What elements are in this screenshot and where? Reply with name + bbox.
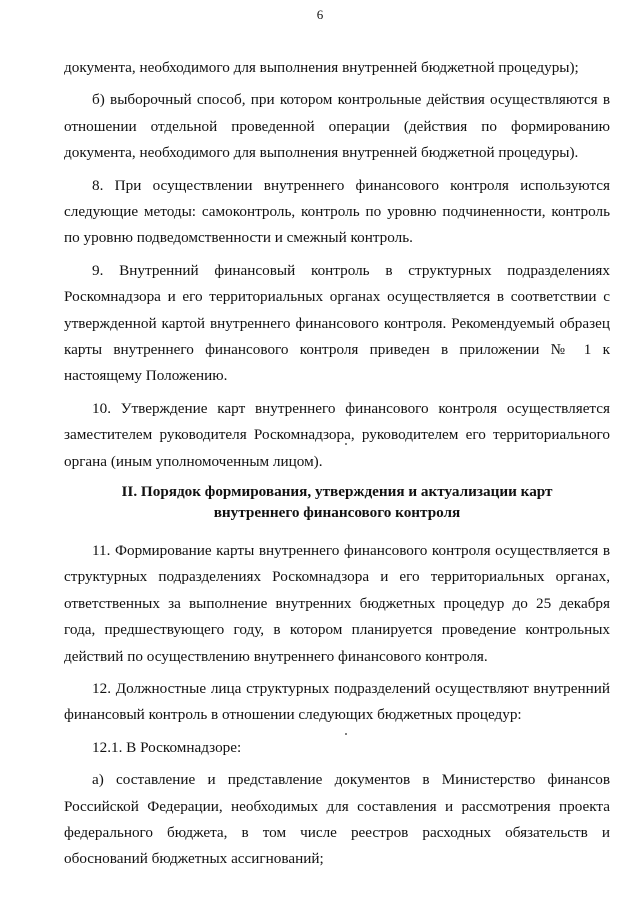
- paragraph-8: 8. При осуществлении внутреннего финансового контроля используются следующие методы: самоконтроль, контроль по уровню подчиненности, контроль по уровню подведомственности и смежный контроль.: [64, 176, 610, 247]
- text-block-upper: [64, 55, 610, 475]
- scan-speck: [345, 443, 347, 445]
- text-block-lower: [64, 538, 610, 873]
- section-heading-line2: внутреннего финансового контроля: [213, 504, 461, 521]
- paragraph-10: 10. Утверждение карт внутреннего финансового контроля осуществляется заместителем руководителя Роскомнадзора, руководителем его территориального органа (иным уполномоченным лицом).: [64, 399, 610, 470]
- paragraph-b: б) выборочный способ, при котором контрольные действия осуществляются в отношении отдельной проведенной операции (действия по формированию документа, необходимого для выполнения внутренней бюджетной процедуры).: [64, 91, 610, 162]
- paragraph-a: а) составление и представление документов в Министерство финансов Российской Федерации, необходимых для составления и рассмотрения проекта федерального бюджета, в том числе реестров расходных обязательств и обоснований бюджетных ассигнований;: [64, 771, 610, 868]
- paragraph-11: 11. Формирование карты внутреннего финансового контроля осуществляется в структурных подразделениях Роскомнадзора и его территориальных органах, ответственных за выполнение внутренних бюджетных процедур до 25 декабря года, предшествующего году, в котором планируется проведение контрольных действий по осуществлению внутреннего финансового контроля.: [64, 542, 610, 665]
- page-number: 6: [316, 7, 324, 22]
- paragraph-12-1: 12.1. В Роскомнадзоре:: [92, 738, 242, 756]
- paragraph-continuation: документа, необходимого для выполнения внутренней бюджетной процедуры);: [64, 59, 579, 76]
- scan-speck: [345, 733, 347, 735]
- section-heading: [64, 481, 610, 523]
- paragraph-9: 9. Внутренний финансовый контроль в структурных подразделениях Роскомнадзора и его территориальных органах осуществляется в соответствии с утвержденной картой внутреннего финансового контроля. Рекомендуемый образец карты внутреннего финансового контроля приведен в приложении № 1 к настоящему Положению.: [64, 261, 610, 385]
- paragraph-12: 12. Должностные лица структурных подразделений осуществляют внутренний финансовый контроль в отношении следующих бюджетных процедур:: [64, 680, 610, 724]
- section-heading-line1: II. Порядок формирования, утверждения и актуализации карт: [121, 483, 553, 500]
